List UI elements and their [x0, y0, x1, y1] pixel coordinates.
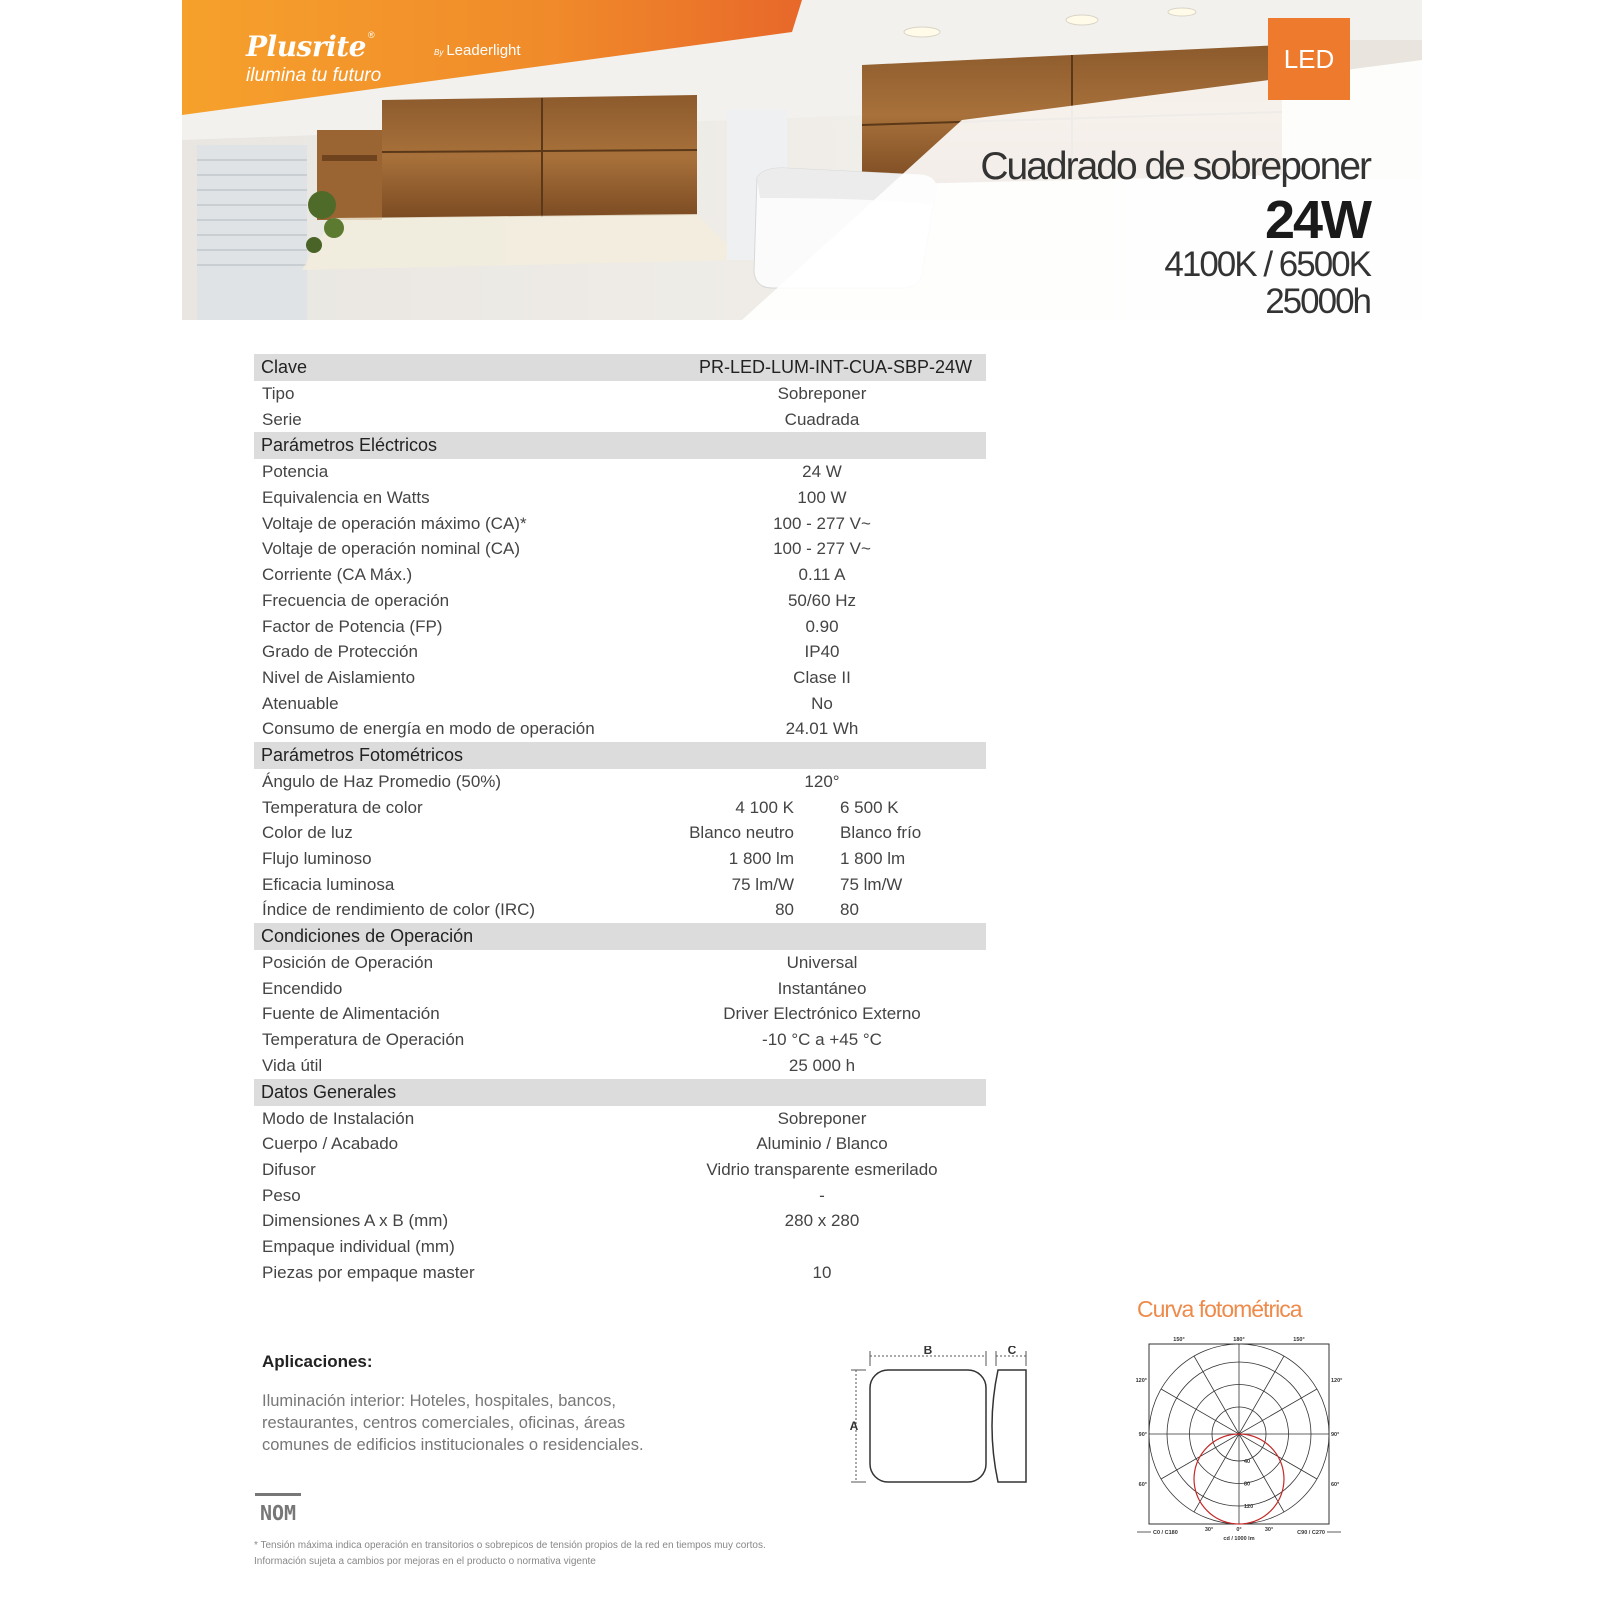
spec-value: Clase II — [793, 667, 851, 687]
spec-value: 100 - 277 V~ — [773, 539, 871, 559]
spec-row — [254, 1027, 986, 1053]
product-wattage: 24W — [1264, 190, 1370, 250]
spec-row — [254, 872, 986, 898]
spec-value: IP40 — [804, 642, 840, 662]
spec-label: Temperatura de color — [262, 797, 423, 817]
spec-row — [254, 897, 986, 923]
spec-value: 50/60 Hz — [787, 590, 857, 610]
spec-label: Atenuable — [262, 693, 339, 713]
spec-row — [254, 1106, 986, 1132]
angle-label: 120° — [1135, 1378, 1147, 1384]
spec-label: Empaque individual (mm) — [262, 1236, 455, 1256]
spec-row — [254, 769, 986, 795]
spec-label: Clave — [261, 357, 308, 377]
angle-label: 90° — [1331, 1432, 1340, 1438]
footnote-line-1: * Tensión máxima indica operación en transitorios o sobrepicos de tensión propios de la red en tiempos muy cortos. — [254, 1540, 766, 1551]
spec-label: Parámetros Eléctricos — [261, 435, 438, 456]
spec-value-4100k: 80 — [775, 900, 794, 920]
spec-label: Potencia — [262, 462, 329, 482]
dim-label-b: B — [923, 1346, 933, 1357]
spec-row — [254, 795, 986, 821]
spec-value: Instantáneo — [777, 978, 867, 998]
spec-value-6500k: 75 lm/W — [840, 874, 903, 894]
unit-label: cd / 1000 lm — [1223, 1536, 1255, 1542]
angle-label: 0° — [1236, 1527, 1242, 1533]
spec-label: Ángulo de Haz Promedio (50%) — [262, 771, 502, 791]
angle-label: 150° — [1293, 1337, 1305, 1343]
applications — [262, 1352, 682, 1456]
spec-label: Factor de Potencia (FP) — [262, 616, 443, 636]
spec-label: Cuerpo / Acabado — [262, 1134, 399, 1154]
spec-label: Consumo de energía en modo de operación — [262, 719, 595, 739]
spec-value-4100k: 75 lm/W — [731, 874, 794, 894]
angle-label: 60° — [1331, 1482, 1340, 1488]
spec-row — [254, 950, 986, 976]
spec-value-4100k: Blanco neutro — [689, 823, 794, 843]
photometric-title: Curva fotométrica — [1137, 1296, 1302, 1322]
spec-value: - — [819, 1185, 825, 1205]
spec-value: 280 x 280 — [784, 1211, 860, 1231]
spec-row — [254, 846, 986, 872]
spec-row — [254, 665, 986, 691]
dim-label-c: C — [1007, 1346, 1017, 1357]
spec-section-header — [254, 1079, 986, 1106]
spec-label: Serie — [262, 409, 302, 429]
spec-row — [254, 485, 986, 511]
angle-label: 150° — [1173, 1337, 1185, 1343]
spec-value-6500k: 1 800 lm — [840, 849, 906, 868]
spec-value: Cuadrada — [784, 409, 860, 429]
spec-value: Universal — [786, 953, 858, 973]
brand-name: Plusrite — [246, 30, 366, 63]
applications-text: Iluminación interior: Hoteles, hospitales, bancos, restaurantes, centros comerciales, oficinas, áreas comunes de edificios institucionales o residenciales. — [262, 1392, 644, 1454]
spec-row — [254, 1234, 986, 1260]
spec-value: Driver Electrónico Externo — [723, 1004, 921, 1024]
angle-label: 30° — [1264, 1527, 1274, 1533]
legend-right: C90 / C270 — [1297, 1530, 1325, 1536]
spec-row — [254, 1053, 986, 1079]
spec-row — [254, 976, 986, 1002]
product-title — [980, 145, 1370, 320]
spec-value: -10 °C a +45 °C — [762, 1030, 882, 1050]
spec-row — [254, 1260, 986, 1286]
spec-value-6500k: 6 500 K — [840, 797, 899, 817]
spec-value: 120° — [804, 771, 840, 791]
radial-label: 120 — [1244, 1504, 1254, 1510]
spec-value-4100k: 1 800 lm — [728, 849, 794, 868]
spec-row — [254, 614, 986, 640]
spec-value: 0.90 — [805, 616, 839, 636]
spec-label: Equivalencia en Watts — [262, 488, 430, 508]
spec-label: Vida útil — [262, 1055, 323, 1075]
spec-label: Voltaje de operación nominal (CA) — [262, 539, 520, 559]
spec-value: 25 000 h — [788, 1055, 856, 1075]
angle-label: 60° — [1138, 1482, 1147, 1488]
spec-row — [254, 691, 986, 717]
nom-certification-logo — [254, 1492, 302, 1526]
led-badge: LED — [1268, 18, 1350, 100]
spec-value: 10 — [812, 1262, 832, 1282]
applications-title: Aplicaciones: — [262, 1352, 373, 1371]
spec-label: Datos Generales — [261, 1081, 397, 1102]
spec-section-header — [254, 742, 986, 769]
spec-label: Condiciones de Operación — [261, 926, 474, 947]
spec-value: No — [811, 693, 833, 713]
header-banner — [182, 0, 1422, 320]
spec-value: 100 - 277 V~ — [773, 513, 871, 533]
spec-row — [254, 820, 986, 846]
spec-value-4100k: 4 100 K — [735, 797, 794, 817]
spec-table — [254, 354, 986, 1285]
product-lifetime: 25000h — [1265, 281, 1370, 320]
footnote-line-2: Información sujeta a cambios por mejoras en el producto o normativa vigente — [254, 1556, 596, 1567]
spec-label: Temperatura de Operación — [262, 1030, 465, 1050]
photometric-polar-chart — [1132, 1334, 1346, 1554]
dim-label-a: A — [849, 1419, 859, 1433]
spec-row — [254, 407, 986, 433]
spec-value: 100 W — [797, 488, 847, 508]
spec-label: Frecuencia de operación — [262, 590, 450, 610]
spec-value: Aluminio / Blanco — [756, 1134, 888, 1154]
spec-label: Posición de Operación — [262, 953, 434, 973]
spec-label: Modo de Instalación — [262, 1108, 415, 1128]
spec-section-header — [254, 432, 986, 459]
spec-label: Grado de Protección — [262, 642, 418, 662]
spec-row — [254, 588, 986, 614]
spec-label: Flujo luminoso — [262, 849, 372, 868]
spec-row — [254, 1001, 986, 1027]
spec-label: Tipo — [262, 384, 295, 403]
dimensions-drawing — [846, 1346, 1036, 1506]
spec-value: Vidrio transparente esmerilado — [706, 1159, 938, 1179]
spec-section-header — [254, 923, 986, 950]
spec-row — [254, 381, 986, 407]
spec-value-6500k: Blanco frío — [840, 823, 922, 843]
nom-text: NOM — [259, 1501, 297, 1525]
footnote — [254, 1538, 766, 1570]
spec-label: Corriente (CA Máx.) — [262, 565, 413, 585]
product-color-temps: 4100K / 6500K — [1164, 245, 1370, 284]
spec-row — [254, 459, 986, 485]
spec-label: Voltaje de operación máximo (CA)* — [262, 513, 527, 533]
angle-label: 180° — [1233, 1337, 1245, 1343]
spec-row — [254, 1131, 986, 1157]
spec-label: Dimensiones A x B (mm) — [262, 1211, 449, 1231]
brand-partner: By Leaderlight — [434, 42, 521, 59]
radial-label: 40 — [1244, 1459, 1251, 1465]
spec-value: PR-LED-LUM-INT-CUA-SBP-24W — [698, 357, 972, 377]
angle-label: 30° — [1204, 1527, 1214, 1533]
spec-row — [254, 1208, 986, 1234]
product-name: Cuadrado de sobreponer — [980, 145, 1370, 188]
legend-left: C0 / C180 — [1153, 1530, 1178, 1536]
spec-label: Difusor — [262, 1159, 316, 1179]
spec-value: Sobreponer — [777, 1108, 867, 1128]
spec-row — [254, 536, 986, 562]
spec-value-6500k: 80 — [840, 900, 859, 920]
spec-label: Color de luz — [262, 823, 353, 843]
angle-label: 120° — [1331, 1378, 1343, 1384]
spec-section-header — [254, 354, 986, 381]
spec-value: 0.11 A — [798, 565, 846, 585]
spec-value: 24.01 Wh — [785, 719, 859, 739]
brand-slogan: ilumina tu futuro — [246, 65, 382, 86]
spec-label: Piezas por empaque master — [262, 1262, 475, 1282]
spec-value: Sobreponer — [777, 384, 867, 403]
spec-label: Peso — [262, 1185, 301, 1205]
spec-value: 24 W — [802, 462, 842, 482]
spec-row — [254, 639, 986, 665]
spec-label: Eficacia luminosa — [262, 874, 395, 894]
spec-row — [254, 716, 986, 742]
spec-label: Fuente de Alimentación — [262, 1004, 440, 1024]
spec-label: Índice de rendimiento de color (IRC) — [262, 900, 536, 920]
angle-label: 90° — [1138, 1432, 1147, 1438]
spec-label: Parámetros Fotométricos — [261, 744, 464, 765]
spec-row — [254, 1157, 986, 1183]
spec-row — [254, 511, 986, 537]
brand-logo: Plusrite ® By Leaderlight ilumina tu futuro — [246, 30, 521, 86]
spec-row — [254, 1183, 986, 1209]
spec-label: Nivel de Aislamiento — [262, 667, 416, 687]
radial-label: 80 — [1244, 1481, 1251, 1488]
spec-row — [254, 562, 986, 588]
spec-label: Encendido — [262, 978, 343, 998]
